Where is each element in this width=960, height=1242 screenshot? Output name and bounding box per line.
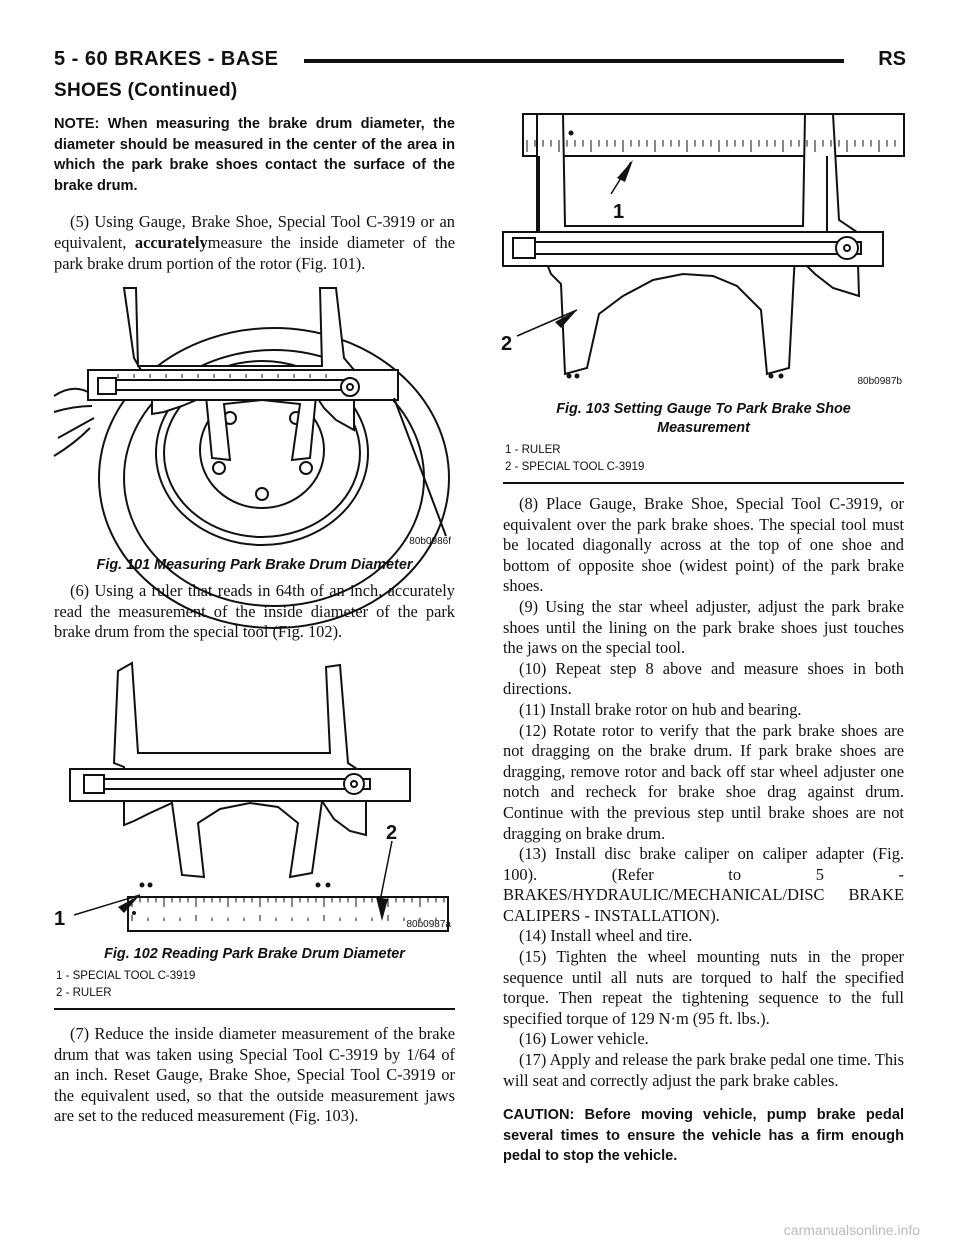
step-6: (6) Using a ruler that reads in 64th of an inch, accurately read the measurement of the inside diameter of the park brake drum from the special tool (Fig. 102). — [54, 581, 455, 642]
fig103-code: 80b0987b — [857, 376, 902, 387]
procedure-steps — [503, 494, 904, 1091]
fig102-caption: Fig. 102 Reading Park Brake Drum Diameter — [104, 945, 405, 962]
step-7: (7) Reduce the inside diameter measurement of the brake drum that was taken using Special Tool C-3919 by 1/64 of an inch. Reset Gauge, Brake Shoe, Special Tool C-3919 or the equivalent used, so that the outside measurement jaws are set to the reduced measurement (Fig. 103). — [54, 1023, 455, 1126]
legend-item: 1 - RULER — [505, 444, 561, 456]
fig103-illustration — [503, 114, 904, 390]
fig102-illustration — [54, 663, 455, 933]
step-16: (16) Lower vehicle. — [519, 1029, 649, 1049]
right-column — [503, 114, 904, 1167]
legend-item: 2 - SPECIAL TOOL C-3919 — [505, 461, 645, 473]
page-number-and-section: 5 - 60 BRAKES - BASE — [54, 48, 279, 70]
step-9: (9) Using the star wheel adjuster, adjust the park brake shoes until the lining on the park brake shoes just touches the jaws on the special tool. — [503, 596, 904, 658]
step-14: (14) Install wheel and tire. — [519, 926, 693, 946]
fig102-callout-2: 2 — [386, 821, 398, 844]
caution-paragraph: CAUTION: Before moving vehicle, pump brake pedal several times to ensure the vehicle has a firm enough pedal to stop the vehicle. — [503, 1107, 904, 1165]
fig101-code: 80b0986f — [409, 536, 451, 548]
fig101-caption: Fig. 101 Measuring Park Brake Drum Diameter — [96, 557, 413, 574]
section-title: SHOES (Continued) — [54, 80, 238, 101]
step-11: (11) Install brake rotor on hub and bearing. — [519, 699, 802, 719]
fig103-legend — [503, 442, 904, 476]
step-10: (10) Repeat step 8 above and measure shoes in both directions. — [503, 658, 904, 699]
model-code: RS — [878, 48, 906, 70]
step-17: (17) Apply and release the park brake pedal one time. This will seat and correctly adjust the park brake cables. — [503, 1050, 904, 1090]
left-column — [54, 114, 455, 1127]
page-header — [54, 42, 906, 82]
fig102-legend — [54, 968, 455, 1002]
fig103-callout-1: 1 — [613, 201, 625, 223]
legend-item: 1 - SPECIAL TOOL C-3919 — [56, 969, 196, 982]
figure-rule — [503, 482, 904, 484]
figure-rule — [54, 1008, 455, 1010]
fig101-illustration — [54, 288, 455, 556]
watermark-link[interactable]: carmanualsonline.info — [783, 1222, 920, 1238]
step-15: (15) Tighten the wheel mounting nuts in the proper sequence until all nuts are torqued to half the specified torque. Then repeat the tightening sequence to the full specified torque of 129 N·m (95 ft. lbs.). — [503, 947, 904, 1028]
step-13: (13) Install disc brake caliper on caliper adapter (Fig. 100). (Refer to 5 - BRAKES/HYDRAULIC/MECHANICAL/DISC BRAKE CALIPERS - INSTALLATION). — [503, 844, 904, 925]
figure-102 — [54, 663, 455, 933]
fig102-code: 80b0987a — [406, 918, 451, 930]
fig103-callout-2: 2 — [501, 333, 513, 355]
fig102-callout-1: 1 — [54, 907, 66, 930]
emphasis-accurately: accurately — [134, 232, 208, 252]
figure-103 — [503, 114, 904, 390]
step-5: (5) Using Gauge, Brake Shoe, Special Tool C-3919 or an equivalent, accuratelymeasure the inside diameter of the park brake drum portion of the rotor (Fig. 101). — [54, 212, 455, 273]
figure-101 — [54, 288, 455, 556]
note-paragraph: NOTE: When measuring the brake drum diameter, the diameter should be measured in the center of the area in which the park brake shoes contact the surface of the brake drum. — [54, 116, 455, 194]
step-12: (12) Rotate rotor to verify that the park brake shoes are not dragging on the brake drum. If park brake shoes are dragging, remove rotor and back off star wheel adjuster one notch and recheck for brake shoe drag against drum. Continue with the previous step until brake shoes are not dragging on brake drum. — [503, 720, 904, 843]
legend-item: 2 - RULER — [56, 986, 112, 999]
fig103-caption: Fig. 103 Setting Gauge To Park Brake Shoe Measurement — [556, 401, 851, 436]
header-rule — [304, 59, 844, 63]
step-8: (8) Place Gauge, Brake Shoe, Special Tool C-3919, or equivalent over the park brake shoes. The special tool must be located diagonally across at the top of one shoe and bottom of opposite shoe (widest point) of the park brake shoes. — [503, 494, 904, 596]
